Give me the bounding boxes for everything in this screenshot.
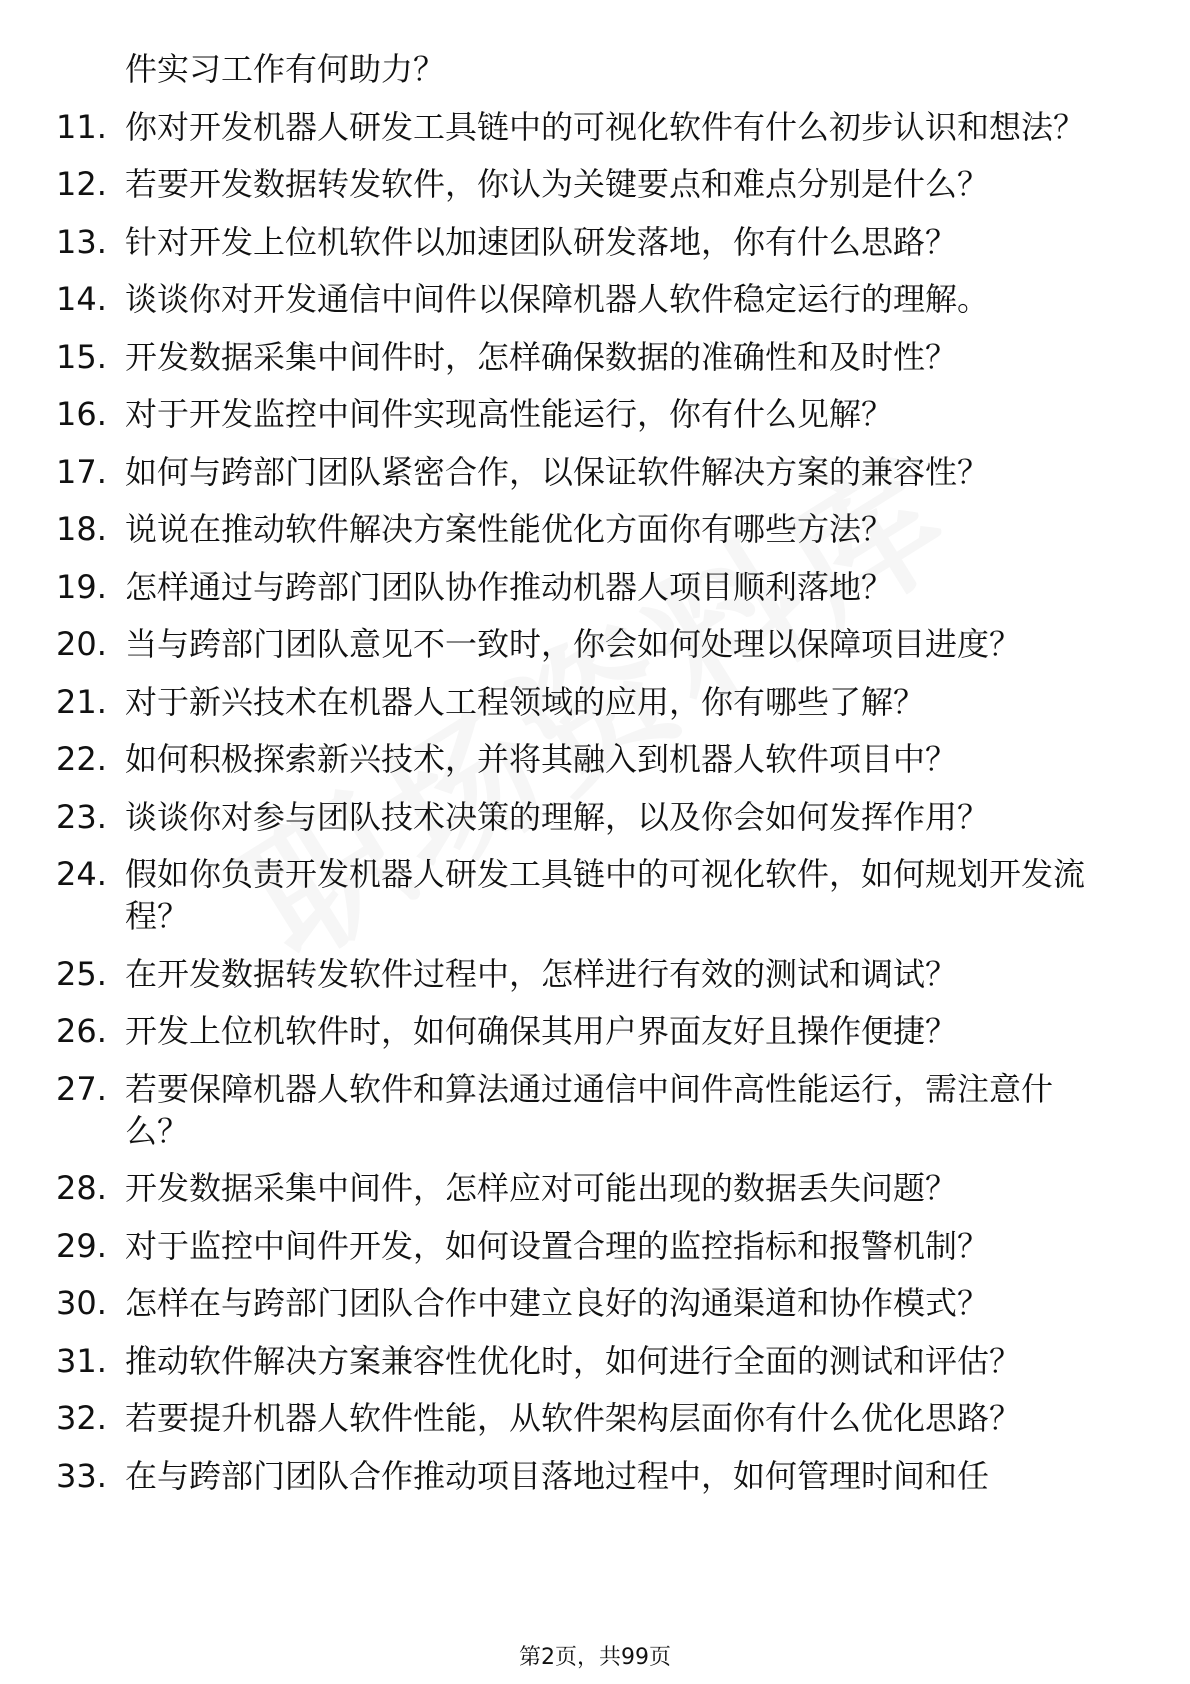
- question-number: 33.: [56, 1456, 107, 1495]
- question-number: 27.: [56, 1069, 107, 1108]
- question-text: 对于新兴技术在机器人工程领域的应用，你有哪些了解？: [125, 682, 926, 721]
- question-text: 件实习工作有何助力？: [125, 50, 446, 88]
- question-item: [0, 48, 1190, 90]
- question-text: 针对开发上位机软件以加速团队研发落地，你有什么思路？: [125, 222, 958, 261]
- question-item: [0, 623, 1190, 665]
- question-text: 推动软件解决方案兼容性优化时，如何进行全面的测试和评估？: [125, 1341, 1022, 1380]
- question-number: 13.: [56, 222, 107, 261]
- question-text: 开发数据采集中间件时，怎样确保数据的准确性和及时性？: [125, 337, 958, 376]
- question-text: 开发数据采集中间件，怎样应对可能出现的数据丢失问题？: [125, 1169, 958, 1207]
- question-item: [0, 738, 1190, 780]
- question-number: 25.: [56, 954, 107, 993]
- question-number: 22.: [56, 740, 107, 778]
- question-number: 15.: [56, 337, 107, 376]
- question-item: [0, 163, 1190, 205]
- question-item: [0, 336, 1190, 378]
- question-item: [0, 953, 1190, 995]
- question-text: 在开发数据转发软件过程中，怎样进行有效的测试和调试？: [125, 954, 958, 993]
- question-number: 16.: [56, 395, 107, 433]
- question-item: [0, 508, 1190, 550]
- question-item: [0, 393, 1190, 435]
- question-text: 在与跨部门团队合作推动项目落地过程中，如何管理时间和任: [125, 1456, 990, 1495]
- question-text: 说说在推动软件解决方案性能优化方面你有哪些方法？: [125, 510, 894, 548]
- question-item: [0, 1397, 1190, 1439]
- question-item: [0, 853, 1190, 937]
- question-list: [0, 48, 1190, 1497]
- question-item: [0, 1010, 1190, 1052]
- question-text: 谈谈你对开发通信中间件以保障机器人软件稳定运行的理解。: [125, 280, 990, 318]
- question-text: 对于监控中间件开发，如何设置合理的监控指标和报警机制？: [125, 1226, 990, 1265]
- question-text: 开发上位机软件时，如何确保其用户界面友好且操作便捷？: [125, 1012, 958, 1050]
- question-number: 23.: [56, 797, 107, 836]
- question-text: 如何与跨部门团队紧密合作，以保证软件解决方案的兼容性？: [125, 452, 990, 491]
- question-item: [0, 221, 1190, 263]
- question-text: 如何积极探索新兴技术，并将其融入到机器人软件项目中？: [125, 740, 958, 778]
- question-item: [0, 1340, 1190, 1382]
- question-number: 26.: [56, 1012, 107, 1050]
- question-text: 若要保障机器人软件和算法通过通信中间件高性能运行，需注意什么？: [125, 1069, 1054, 1150]
- question-item: [0, 451, 1190, 493]
- question-item: [0, 1282, 1190, 1324]
- question-number: 24.: [56, 855, 107, 893]
- question-text: 谈谈你对参与团队技术决策的理解，以及你会如何发挥作用？: [125, 797, 990, 836]
- question-number: 31.: [56, 1341, 107, 1380]
- question-item: [0, 796, 1190, 838]
- question-text: 当与跨部门团队意见不一致时，你会如何处理以保障项目进度？: [125, 625, 1022, 663]
- question-text: 你对开发机器人研发工具链中的可视化软件有什么初步认识和想法？: [125, 107, 1086, 146]
- question-number: 21.: [56, 682, 107, 721]
- question-text: 若要开发数据转发软件，你认为关键要点和难点分别是什么？: [125, 165, 990, 203]
- question-item: [0, 681, 1190, 723]
- question-text: 假如你负责开发机器人研发工具链中的可视化软件，如何规划开发流程？: [125, 855, 1086, 935]
- question-number: 11.: [56, 107, 107, 146]
- question-text: 怎样在与跨部门团队合作中建立良好的沟通渠道和协作模式？: [125, 1284, 990, 1322]
- question-number: 18.: [56, 510, 107, 548]
- question-item: [0, 106, 1190, 148]
- question-number: 29.: [56, 1226, 107, 1265]
- question-number: 20.: [56, 625, 107, 663]
- question-number: 30.: [56, 1284, 107, 1322]
- question-number: 12.: [56, 165, 107, 203]
- question-item: [0, 1068, 1190, 1152]
- question-number: 28.: [56, 1169, 107, 1207]
- question-text: 若要提升机器人软件性能，从软件架构层面你有什么优化思路？: [125, 1399, 1022, 1437]
- question-item: [0, 566, 1190, 608]
- question-number: 17.: [56, 452, 107, 491]
- question-text: 对于开发监控中间件实现高性能运行，你有什么见解？: [125, 395, 894, 433]
- question-number: 19.: [56, 567, 107, 606]
- question-item: [0, 1455, 1190, 1497]
- question-item: [0, 278, 1190, 320]
- page-footer: 第2页，共99页: [519, 1645, 671, 1670]
- question-text: 怎样通过与跨部门团队协作推动机器人项目顺利落地？: [125, 567, 894, 606]
- question-item: [0, 1225, 1190, 1267]
- question-number: 32.: [56, 1399, 107, 1437]
- question-number: 14.: [56, 280, 107, 318]
- question-item: [0, 1167, 1190, 1209]
